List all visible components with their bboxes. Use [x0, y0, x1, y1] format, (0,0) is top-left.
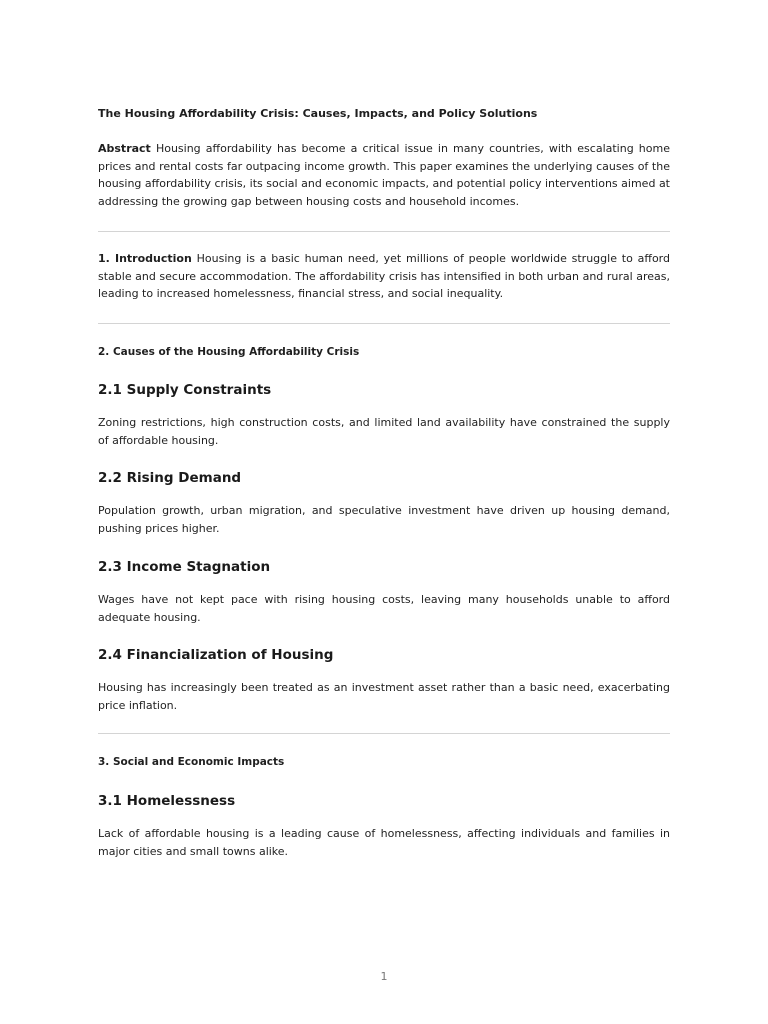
divider: [98, 733, 670, 734]
introduction-label: 1. Introduction: [98, 252, 192, 265]
introduction-paragraph: [98, 250, 670, 303]
section-heading-impacts: 3. Social and Economic Impacts: [98, 756, 285, 768]
paper-title: The Housing Affordability Crisis: Causes, Impacts, and Policy Solutions: [98, 107, 538, 120]
subsection-heading-income: 2.3 Income Stagnation: [98, 559, 271, 575]
subsection-heading-supply: 2.1 Supply Constraints: [98, 382, 272, 398]
section-heading-causes: 2. Causes of the Housing Affordability Crisis: [98, 346, 360, 358]
divider: [98, 231, 670, 232]
divider: [98, 323, 670, 324]
subsection-text-financialization: Housing has increasingly been treated as an investment asset rather than a basic need, exacerbating price inflation.: [98, 681, 670, 712]
introduction-text: Housing is a basic human need, yet millions of people worldwide struggle to afford stable and secure accommodation. The affordability crisis has intensified in both urban and rural areas, leading to increased homelessness, financial stress, and social inequality.: [98, 252, 670, 301]
abstract-paragraph: [98, 140, 670, 211]
subsection-heading-homelessness: 3.1 Homelessness: [98, 793, 236, 809]
subsection-text-demand: Population growth, urban migration, and speculative investment have driven up housing demand, pushing prices higher.: [98, 504, 670, 535]
subsection-text-supply: Zoning restrictions, high construction costs, and limited land availability have constrained the supply of affordable housing.: [98, 416, 670, 447]
abstract-label: Abstract: [98, 142, 151, 155]
subsection-text-income: Wages have not kept pace with rising housing costs, leaving many households unable to afford adequate housing.: [98, 593, 670, 624]
subsection-heading-demand: 2.2 Rising Demand: [98, 470, 242, 486]
subsection-heading-financialization: 2.4 Financialization of Housing: [98, 647, 334, 663]
subsection-text-homelessness: Lack of affordable housing is a leading cause of homelessness, affecting individuals and families in major cities and small towns alike.: [98, 827, 670, 858]
page-number: 1: [380, 970, 388, 983]
abstract-text: Housing affordability has become a critical issue in many countries, with escalating home prices and rental costs far outpacing income growth. This paper examines the underlying causes of the housing affordability crisis, its social and economic impacts, and potential policy interventions aimed at addressing the growing gap between housing costs and household incomes.: [98, 142, 670, 209]
